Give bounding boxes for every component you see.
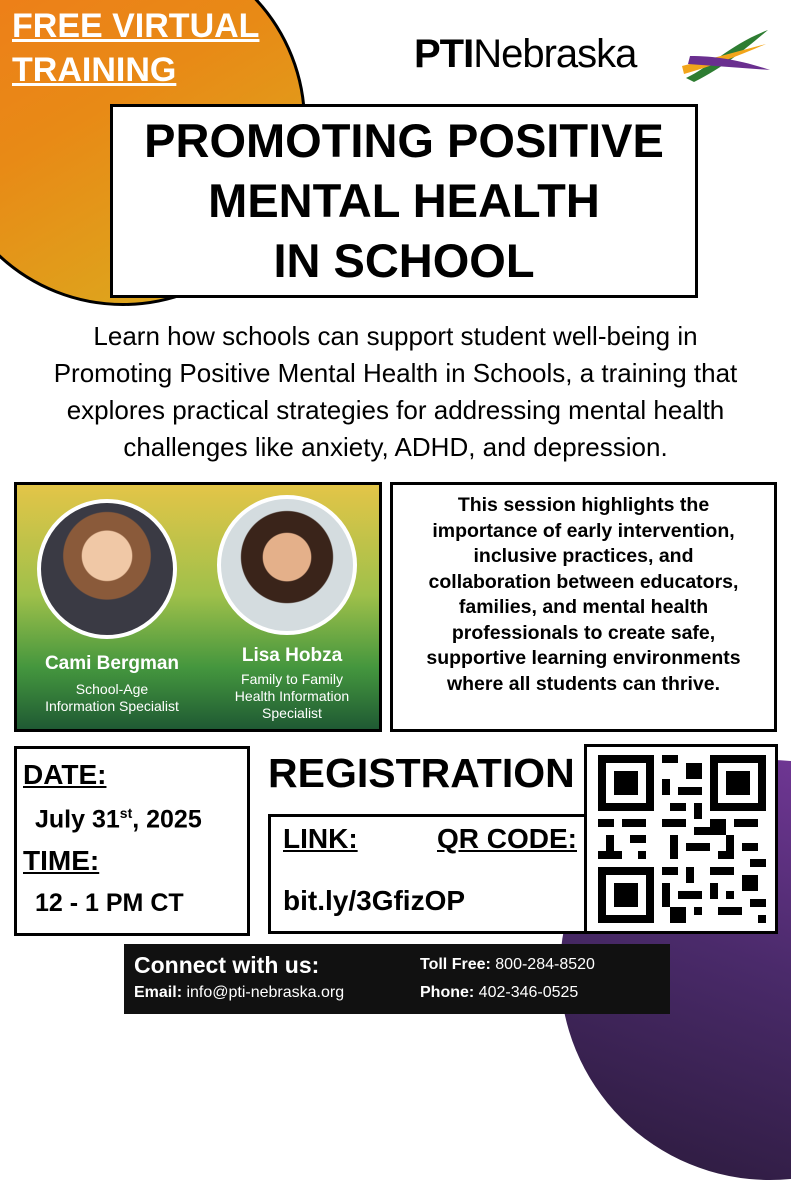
email-label: Email: <box>134 984 183 1001</box>
logo-swoosh-icon <box>676 26 776 86</box>
phone-label: Phone: <box>420 984 475 1001</box>
time-label: TIME: <box>23 845 100 876</box>
logo-text <box>414 32 636 77</box>
logo-text-bold: PTI <box>414 32 474 76</box>
session-line: inclusive practices, and <box>473 545 694 567</box>
free-virtual-training-banner <box>12 4 259 92</box>
session-line: supportive learning environments <box>426 647 741 669</box>
registration-link-box <box>268 814 598 934</box>
intro-paragraph <box>0 318 791 466</box>
speaker-role <box>207 671 377 722</box>
qr-code[interactable] <box>584 744 778 934</box>
banner-line-2: TRAINING <box>12 51 177 89</box>
speaker-role-line: Specialist <box>262 705 322 721</box>
session-line: This session highlights the <box>457 494 710 516</box>
speaker-name: Cami Bergman <box>44 653 180 674</box>
date-label: DATE: <box>23 759 107 790</box>
date-value <box>35 805 202 834</box>
contact-tollfree <box>420 956 595 974</box>
registration-title: REGISTRATION <box>268 750 575 796</box>
qr-code-icon <box>598 755 766 923</box>
title-box <box>110 104 698 298</box>
title-line-2: MENTAL HEALTH <box>208 174 600 227</box>
qr-code-label: QR CODE: <box>437 823 577 854</box>
session-line: collaboration between educators, <box>428 570 739 593</box>
date-main: July 31 <box>35 805 120 834</box>
intro-line: Learn how schools can support student well-being in <box>93 321 698 351</box>
date-suffix: st <box>119 805 133 821</box>
time-value: 12 - 1 PM CT <box>35 889 184 917</box>
session-line: where all students can thrive. <box>446 672 721 695</box>
link-label: LINK: <box>283 823 358 854</box>
logo-text-rest: Nebraska <box>473 32 637 76</box>
session-line: professionals to create safe, <box>451 621 716 644</box>
speaker-role-line: Information Specialist <box>45 698 179 714</box>
contact-email <box>134 984 344 1002</box>
session-description <box>390 482 777 732</box>
speaker-role-line: Family to Family <box>241 671 343 687</box>
pti-nebraska-logo <box>414 26 774 86</box>
intro-line: challenges like anxiety, ADHD, and depression. <box>123 432 668 462</box>
tollfree-label: Toll Free: <box>420 956 491 973</box>
intro-line: explores practical strategies for addressing mental health <box>66 395 725 425</box>
speaker-photo-lisa-hobza <box>217 495 357 635</box>
tollfree-number[interactable]: 800-284-8520 <box>495 956 595 973</box>
speaker-name: Lisa Hobza <box>241 645 343 666</box>
speaker-photo-cami-bergman <box>37 499 177 639</box>
title-line-1: PROMOTING POSITIVE <box>144 114 664 167</box>
session-line: importance of early intervention, <box>432 519 735 542</box>
email-link[interactable]: info@pti-nebraska.org <box>186 984 345 1001</box>
date-time-box <box>14 746 250 936</box>
session-line: families, and mental health <box>458 596 709 618</box>
date-year: , 2025 <box>132 805 202 834</box>
speaker-role-line: Health Information <box>234 688 350 704</box>
contact-title: Connect with us: <box>134 952 320 978</box>
intro-line: Promoting Positive Mental Health in Schools, a training that <box>53 358 738 388</box>
speaker-role <box>17 681 207 715</box>
title-line-3: IN SCHOOL <box>273 234 535 287</box>
registration-url[interactable]: bit.ly/3GfizOP <box>283 885 466 916</box>
contact-bar <box>124 944 670 1014</box>
contact-phone <box>420 984 578 1002</box>
speakers-panel <box>14 482 382 732</box>
speaker-role-line: School-Age <box>75 681 149 697</box>
phone-number[interactable]: 402-346-0525 <box>478 984 579 1001</box>
banner-line-1: FREE VIRTUAL <box>12 7 260 45</box>
